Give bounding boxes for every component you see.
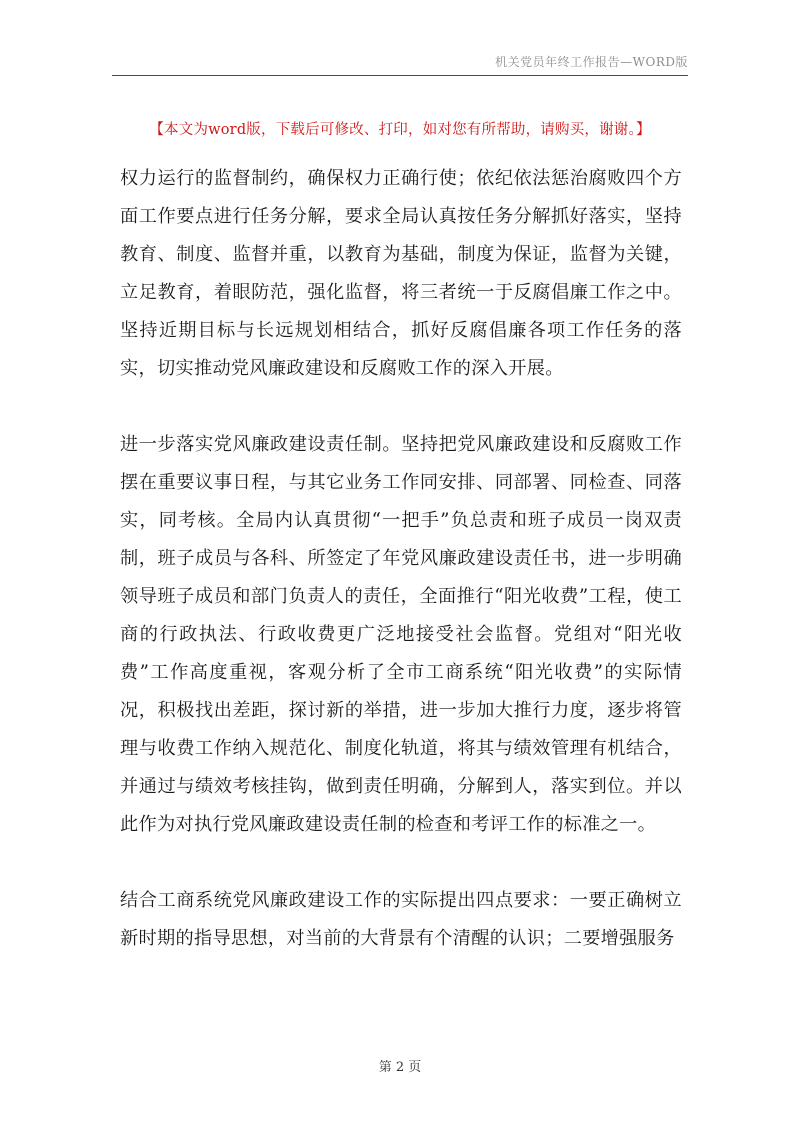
body-paragraph: 进一步落实党风廉政建设责任制。坚持把党风廉政建设和反腐败工作摆在重要议事日程，与其它业务工作同安排、同部署、同检查、同落实，同考核。全局内认真贯彻“一把手”负总责和班子成员一岗双责制，班子成员与各科、所签定了年党风廉政建设责任书，进一步明确领导班子成员和部门负责人的责任，全面推行“阳光收费”工程，使工商的行政执法、行政收费更广泛地接受社会监督。党组对“阳光收费”工作高度重视，客观分析了全市工商系统“阳光收费”的实际情况，积极找出差距，探讨新的举措，进一步加大推行力度，逐步将管理与收费工作纳入规范化、制度化轨道，将其与绩效管理有机结合，并通过与绩效考核挂钩，做到责任明确，分解到人，落实到位。并以此作为对执行党风廉政建设责任制的检查和考评工作的标准之一。 (120, 434, 682, 835)
page-number: 第 2 页 (378, 1060, 422, 1075)
document-body (120, 160, 682, 958)
download-notice: 【本文为word版，下载后可修改、打印，如对您有所帮助，请购买，谢谢。】 (149, 122, 651, 138)
running-header: 机关党员年终工作报告—WORD版 (495, 55, 688, 69)
header-divider (112, 75, 688, 76)
body-paragraph: 结合工商系统党风廉政建设工作的实际提出四点要求：一要正确树立新时期的指导思想，对当前的大背景有个清醒的认识；二要增强服务 (120, 890, 682, 950)
body-paragraph: 权力运行的监督制约，确保权力正确行使；依纪依法惩治腐败四个方面工作要点进行任务分解，要求全局认真按任务分解抓好落实，坚持教育、制度、监督并重，以教育为基础，制度为保证，监督为关键，立足教育，着眼防范，强化监督，将三者统一于反腐倡廉工作之中。坚持近期目标与长远规划相结合，抓好反腐倡廉各项工作任务的落实，切实推动党风廉政建设和反腐败工作的深入开展。 (120, 168, 682, 379)
